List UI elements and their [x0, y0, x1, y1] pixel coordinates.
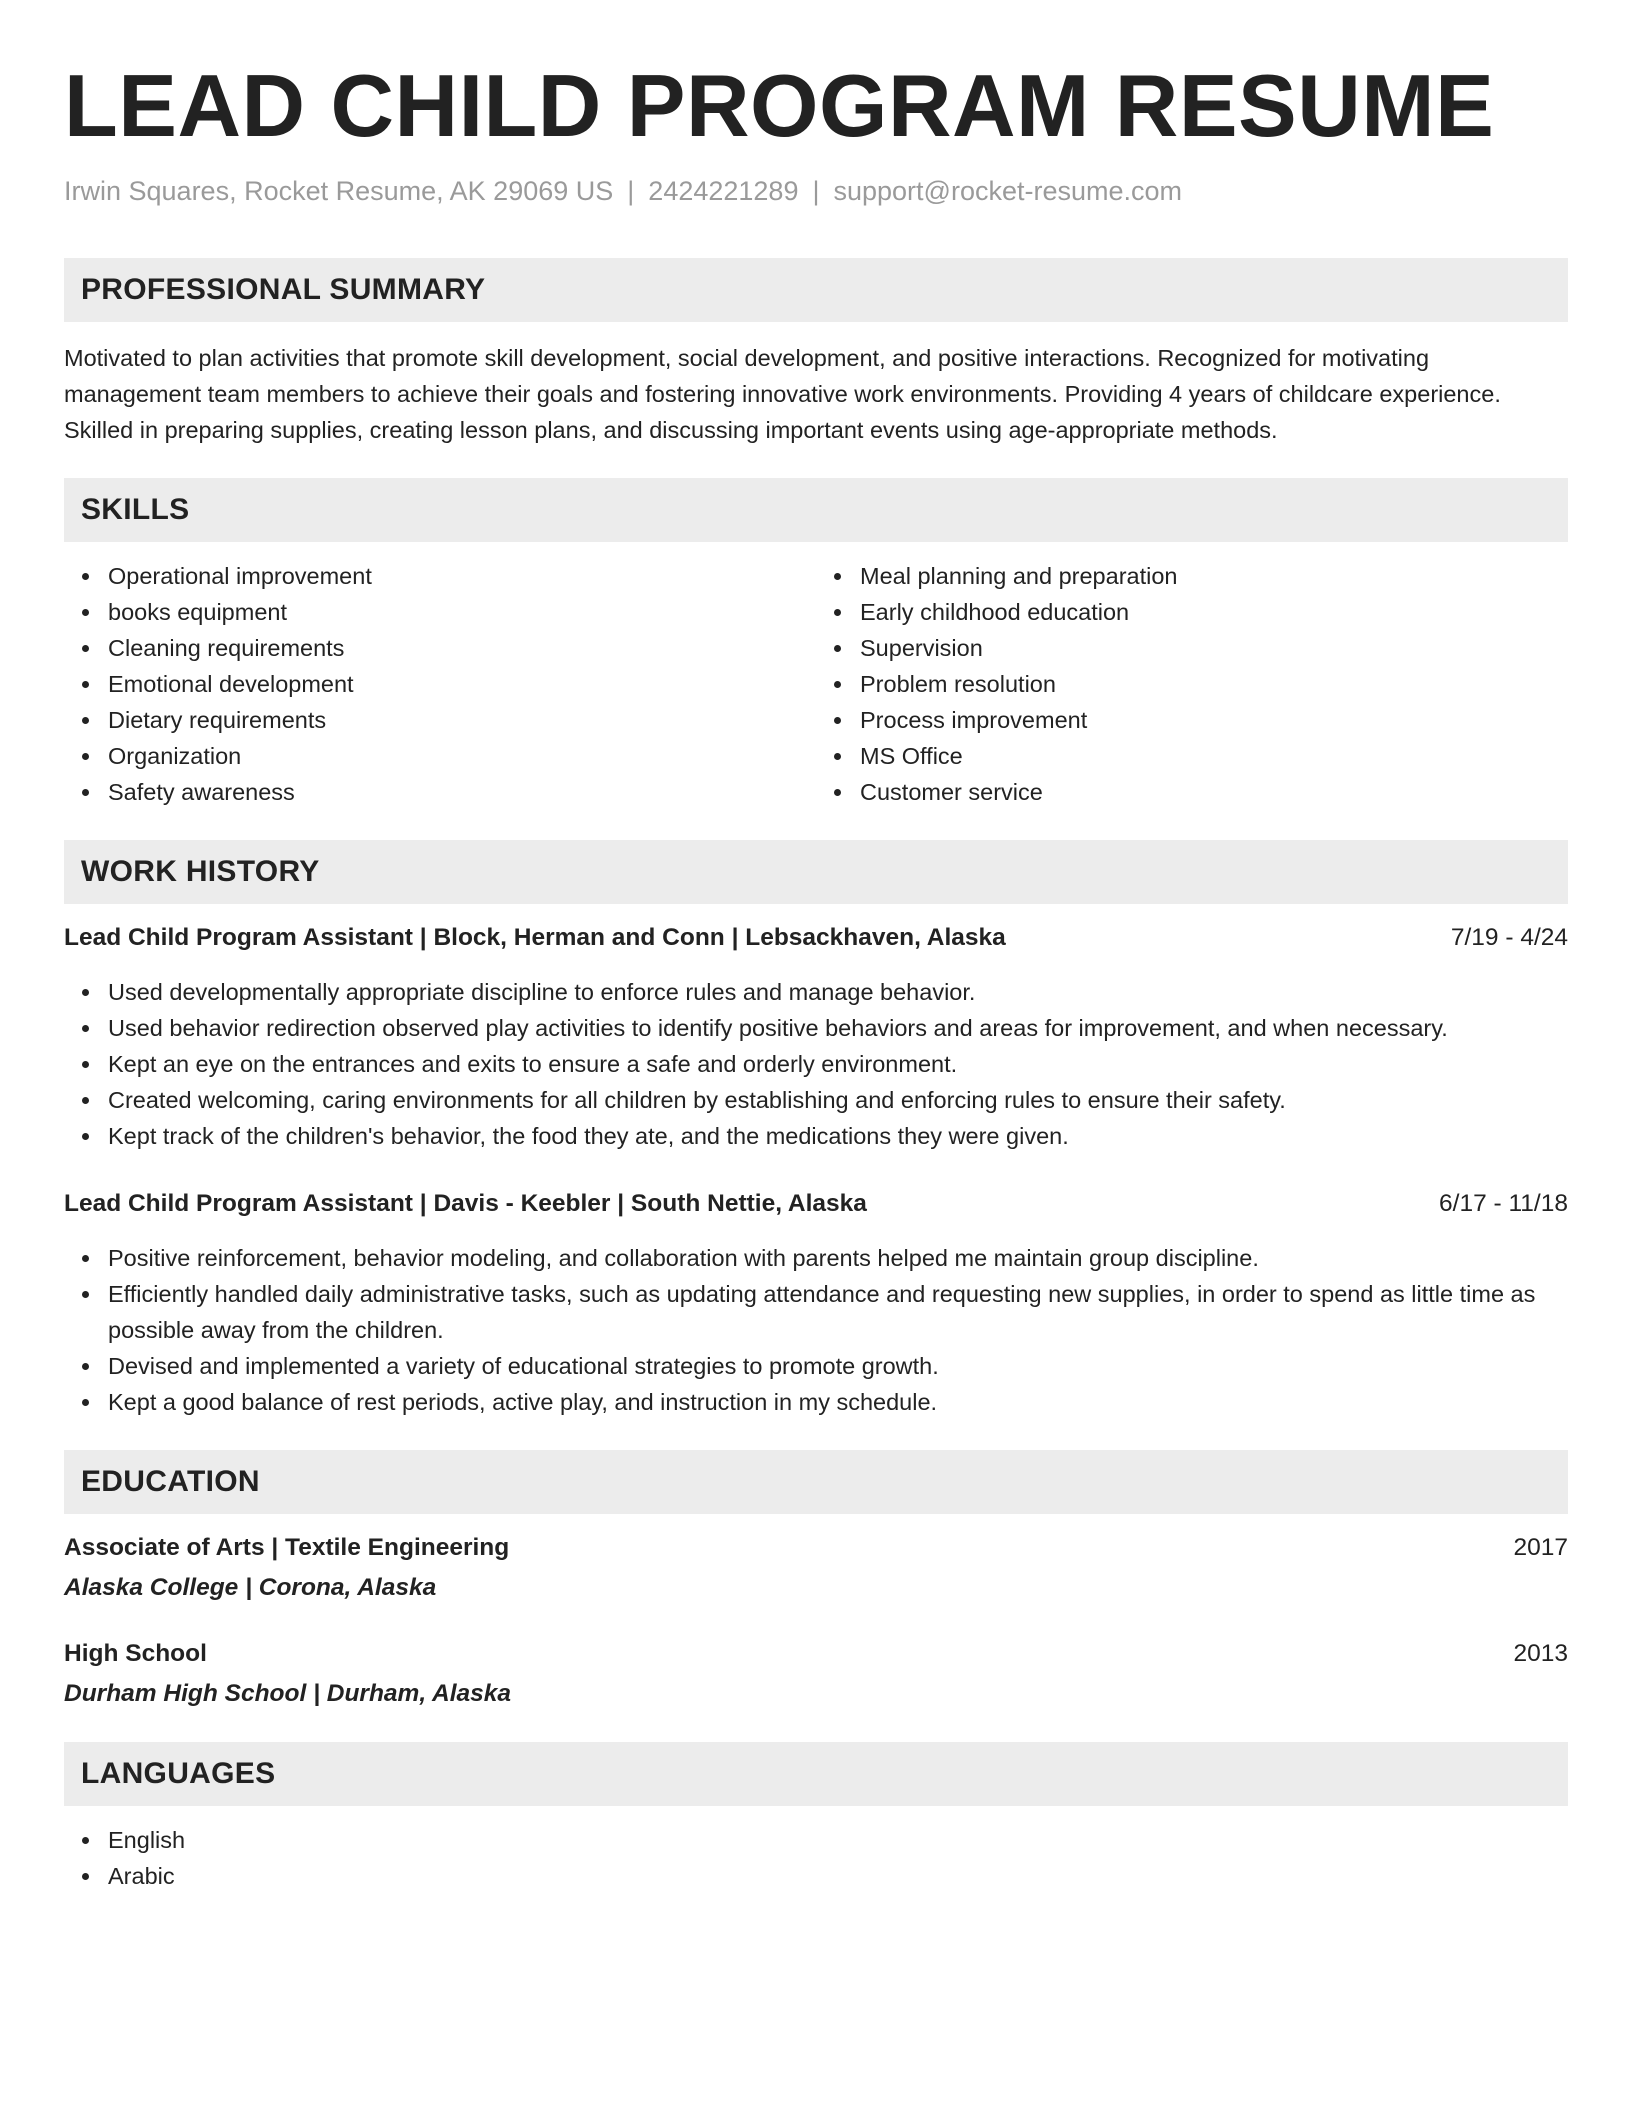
language-item: Arabic: [108, 1858, 1568, 1894]
job-title: Lead Child Program Assistant | Davis - Keebler | South Nettie, Alaska: [64, 1190, 867, 1217]
education-entry: [64, 1636, 1568, 1712]
contact-separator: |: [627, 176, 635, 206]
job-bullet: Created welcoming, caring environments for all children by establishing and enforcing rules to ensure their safety.: [108, 1082, 1568, 1118]
education-year: 2017: [1513, 1534, 1568, 1561]
summary-text: Motivated to plan activities that promote skill development, social development, and positive interactions. Recognized for motivating management team members to achieve their goals and fostering innovative work environments. Providing 4 years of childcare experience. Skilled in preparing supplies, creating lesson plans, and discussing important events using age-appropriate methods.: [64, 345, 1501, 443]
skill-item: Operational improvement: [108, 558, 816, 594]
resume-title: LEAD CHILD PROGRAM RESUME: [64, 56, 1495, 155]
contact-phone: 2424221289: [648, 176, 799, 206]
education-year: 2013: [1513, 1640, 1568, 1667]
job-entry: [64, 1186, 1568, 1420]
education-degree: Associate of Arts | Textile Engineering: [64, 1534, 510, 1561]
skills-grid: [64, 558, 1568, 810]
job-bullet: Kept an eye on the entrances and exits to ensure a safe and orderly environment.: [108, 1046, 1568, 1082]
job-dates: 6/17 - 11/18: [1439, 1190, 1568, 1217]
job-bullet: Devised and implemented a variety of educational strategies to promote growth.: [108, 1348, 1568, 1384]
job-entry: [64, 920, 1568, 1154]
section-header-work-history: WORK HISTORY: [64, 840, 1568, 904]
job-dates: 7/19 - 4/24: [1450, 924, 1568, 951]
job-bullet: Used developmentally appropriate discipline to enforce rules and manage behavior.: [108, 974, 1568, 1010]
job-title: Lead Child Program Assistant | Block, Herman and Conn | Lebsackhaven, Alaska: [64, 924, 1006, 951]
skill-item: Problem resolution: [860, 666, 1568, 702]
skill-item: Process improvement: [860, 702, 1568, 738]
job-bullets: [64, 1240, 1568, 1420]
skill-item: Supervision: [860, 630, 1568, 666]
job-bullet: Used behavior redirection observed play activities to identify positive behaviors and areas for improvement, and when necessary.: [108, 1010, 1568, 1046]
skill-item: Emotional development: [108, 666, 816, 702]
skill-item: Dietary requirements: [108, 702, 816, 738]
education-header: [64, 1636, 1568, 1672]
languages-list: [64, 1822, 1568, 1894]
skill-item: Organization: [108, 738, 816, 774]
contact-address: Irwin Squares, Rocket Resume, AK 29069 US: [64, 176, 614, 206]
job-bullets: [64, 974, 1568, 1154]
education-entry: [64, 1530, 1568, 1606]
section-header-summary: PROFESSIONAL SUMMARY: [64, 258, 1568, 322]
skills-list-left: [64, 558, 816, 810]
section-header-skills: SKILLS: [64, 478, 1568, 542]
job-bullet: Kept a good balance of rest periods, active play, and instruction in my schedule.: [108, 1384, 1568, 1420]
skill-item: Customer service: [860, 774, 1568, 810]
job-bullet: Positive reinforcement, behavior modeling, and collaboration with parents helped me maintain group discipline.: [108, 1240, 1568, 1276]
education-school: Durham High School | Durham, Alaska: [64, 1680, 512, 1707]
education-degree: High School: [64, 1640, 207, 1667]
contact-separator: |: [812, 176, 820, 206]
education-school: Alaska College | Corona, Alaska: [64, 1574, 437, 1601]
job-header: [64, 1186, 1568, 1222]
section-header-languages: LANGUAGES: [64, 1742, 1568, 1806]
skill-item: Cleaning requirements: [108, 630, 816, 666]
section-header-education: EDUCATION: [64, 1450, 1568, 1514]
job-header: [64, 920, 1568, 956]
skill-item: MS Office: [860, 738, 1568, 774]
skill-item: Early childhood education: [860, 594, 1568, 630]
skill-item: books equipment: [108, 594, 816, 630]
education-header: [64, 1530, 1568, 1566]
language-item: English: [108, 1822, 1568, 1858]
job-bullet: Kept track of the children's behavior, the food they ate, and the medications they were given.: [108, 1118, 1568, 1154]
contact-email: support@rocket-resume.com: [833, 176, 1183, 206]
skill-item: Safety awareness: [108, 774, 816, 810]
contact-line: [64, 174, 1568, 208]
skill-item: Meal planning and preparation: [860, 558, 1568, 594]
job-bullet: Efficiently handled daily administrative tasks, such as updating attendance and requesting new supplies, in order to spend as little time as possible away from the children.: [108, 1276, 1568, 1348]
skills-list-right: [816, 558, 1568, 810]
